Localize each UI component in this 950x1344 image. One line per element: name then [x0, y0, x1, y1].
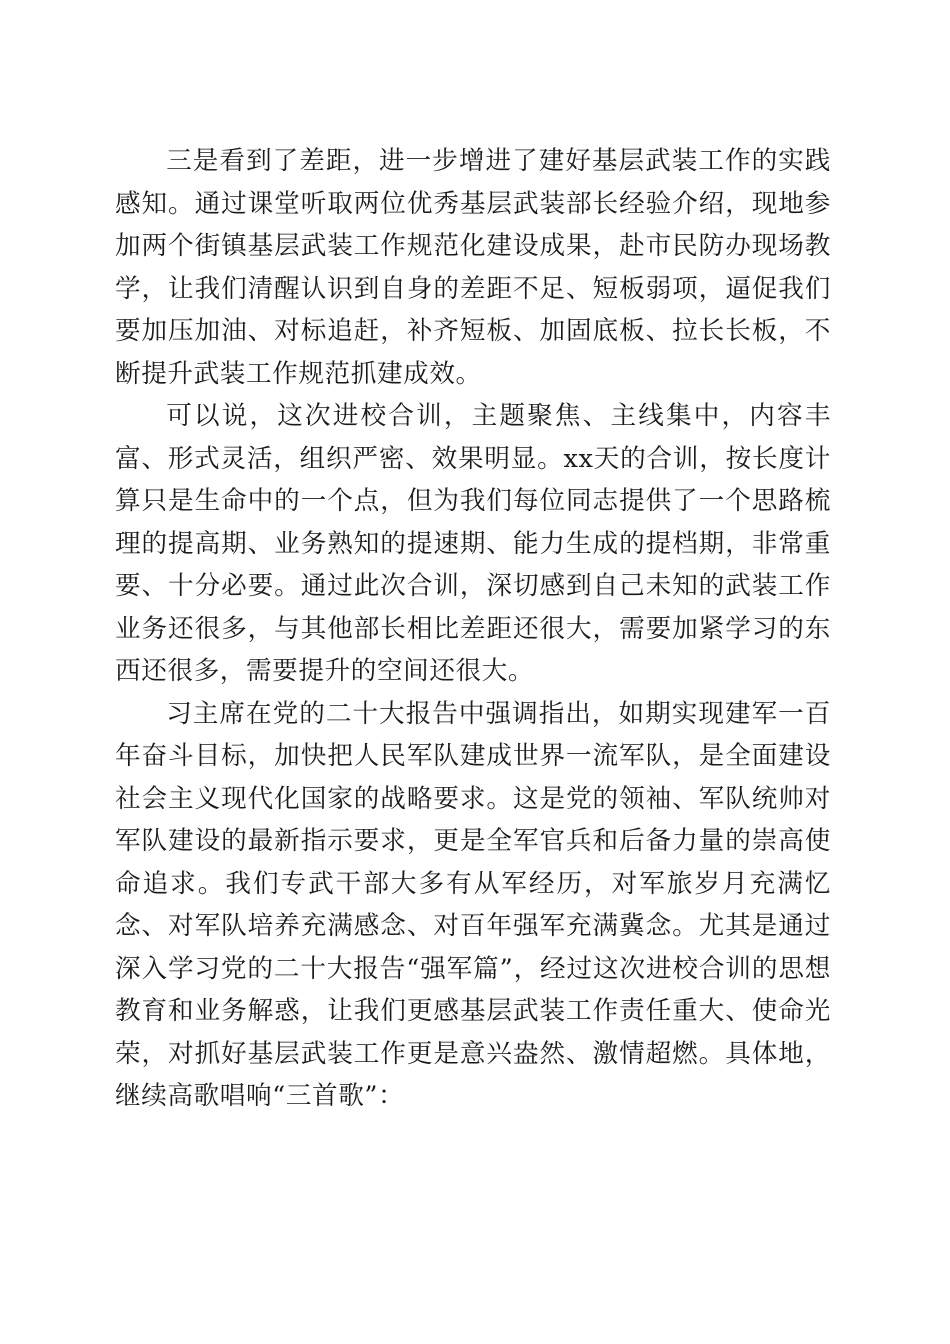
document-body [115, 140, 831, 1118]
paragraph-1: 三是看到了差距，进一步增进了建好基层武装工作的实践感知。通过课堂听取两位优秀基层武装部长经验介绍，现地参加两个街镇基层武装工作规范化建设成果，赴市民防办现场教学，让我们清醒认识到自身的差距不足、短板弱项，逼促我们要加压加油、对标追赶，补齐短板、加固底板、拉长长板，不断提升武装工作规范抓建成效。 [115, 146, 831, 389]
paragraph-2: 可以说，这次进校合训，主题聚焦、主线集中，内容丰富、形式灵活，组织严密、效果明显。xx天的合训，按长度计算只是生命中的一个点，但为我们每位同志提供了一个思路梳理的提高期、业务熟知的提速期、能力生成的提档期，非常重要、十分必要。通过此次合训，深切感到自己未知的武装工作业务还很多，与其他部长相比差距还很大，需要加紧学习的东西还很多，需要提升的空间还很大。 [115, 401, 831, 686]
paragraph-3: 习主席在党的二十大报告中强调指出，如期实现建军一百年奋斗目标，加快把人民军队建成世界一流军队，是全面建设社会主义现代化国家的战略要求。这是党的领袖、军队统帅对军队建设的最新指示要求，更是全军官兵和后备力量的崇高使命追求。我们专武干部大多有从军经历，对军旅岁月充满忆念、对军队培养充满感念、对百年强军充满冀念。尤其是通过深入学习党的二十大报告“强军篇”，经过这次进校合训的思想教育和业务解惑，让我们更感基层武装工作责任重大、使命光荣，对抓好基层武装工作更是意兴盎然、激情超燃。具体地，继续高歌唱响“三首歌”： [115, 698, 831, 1111]
